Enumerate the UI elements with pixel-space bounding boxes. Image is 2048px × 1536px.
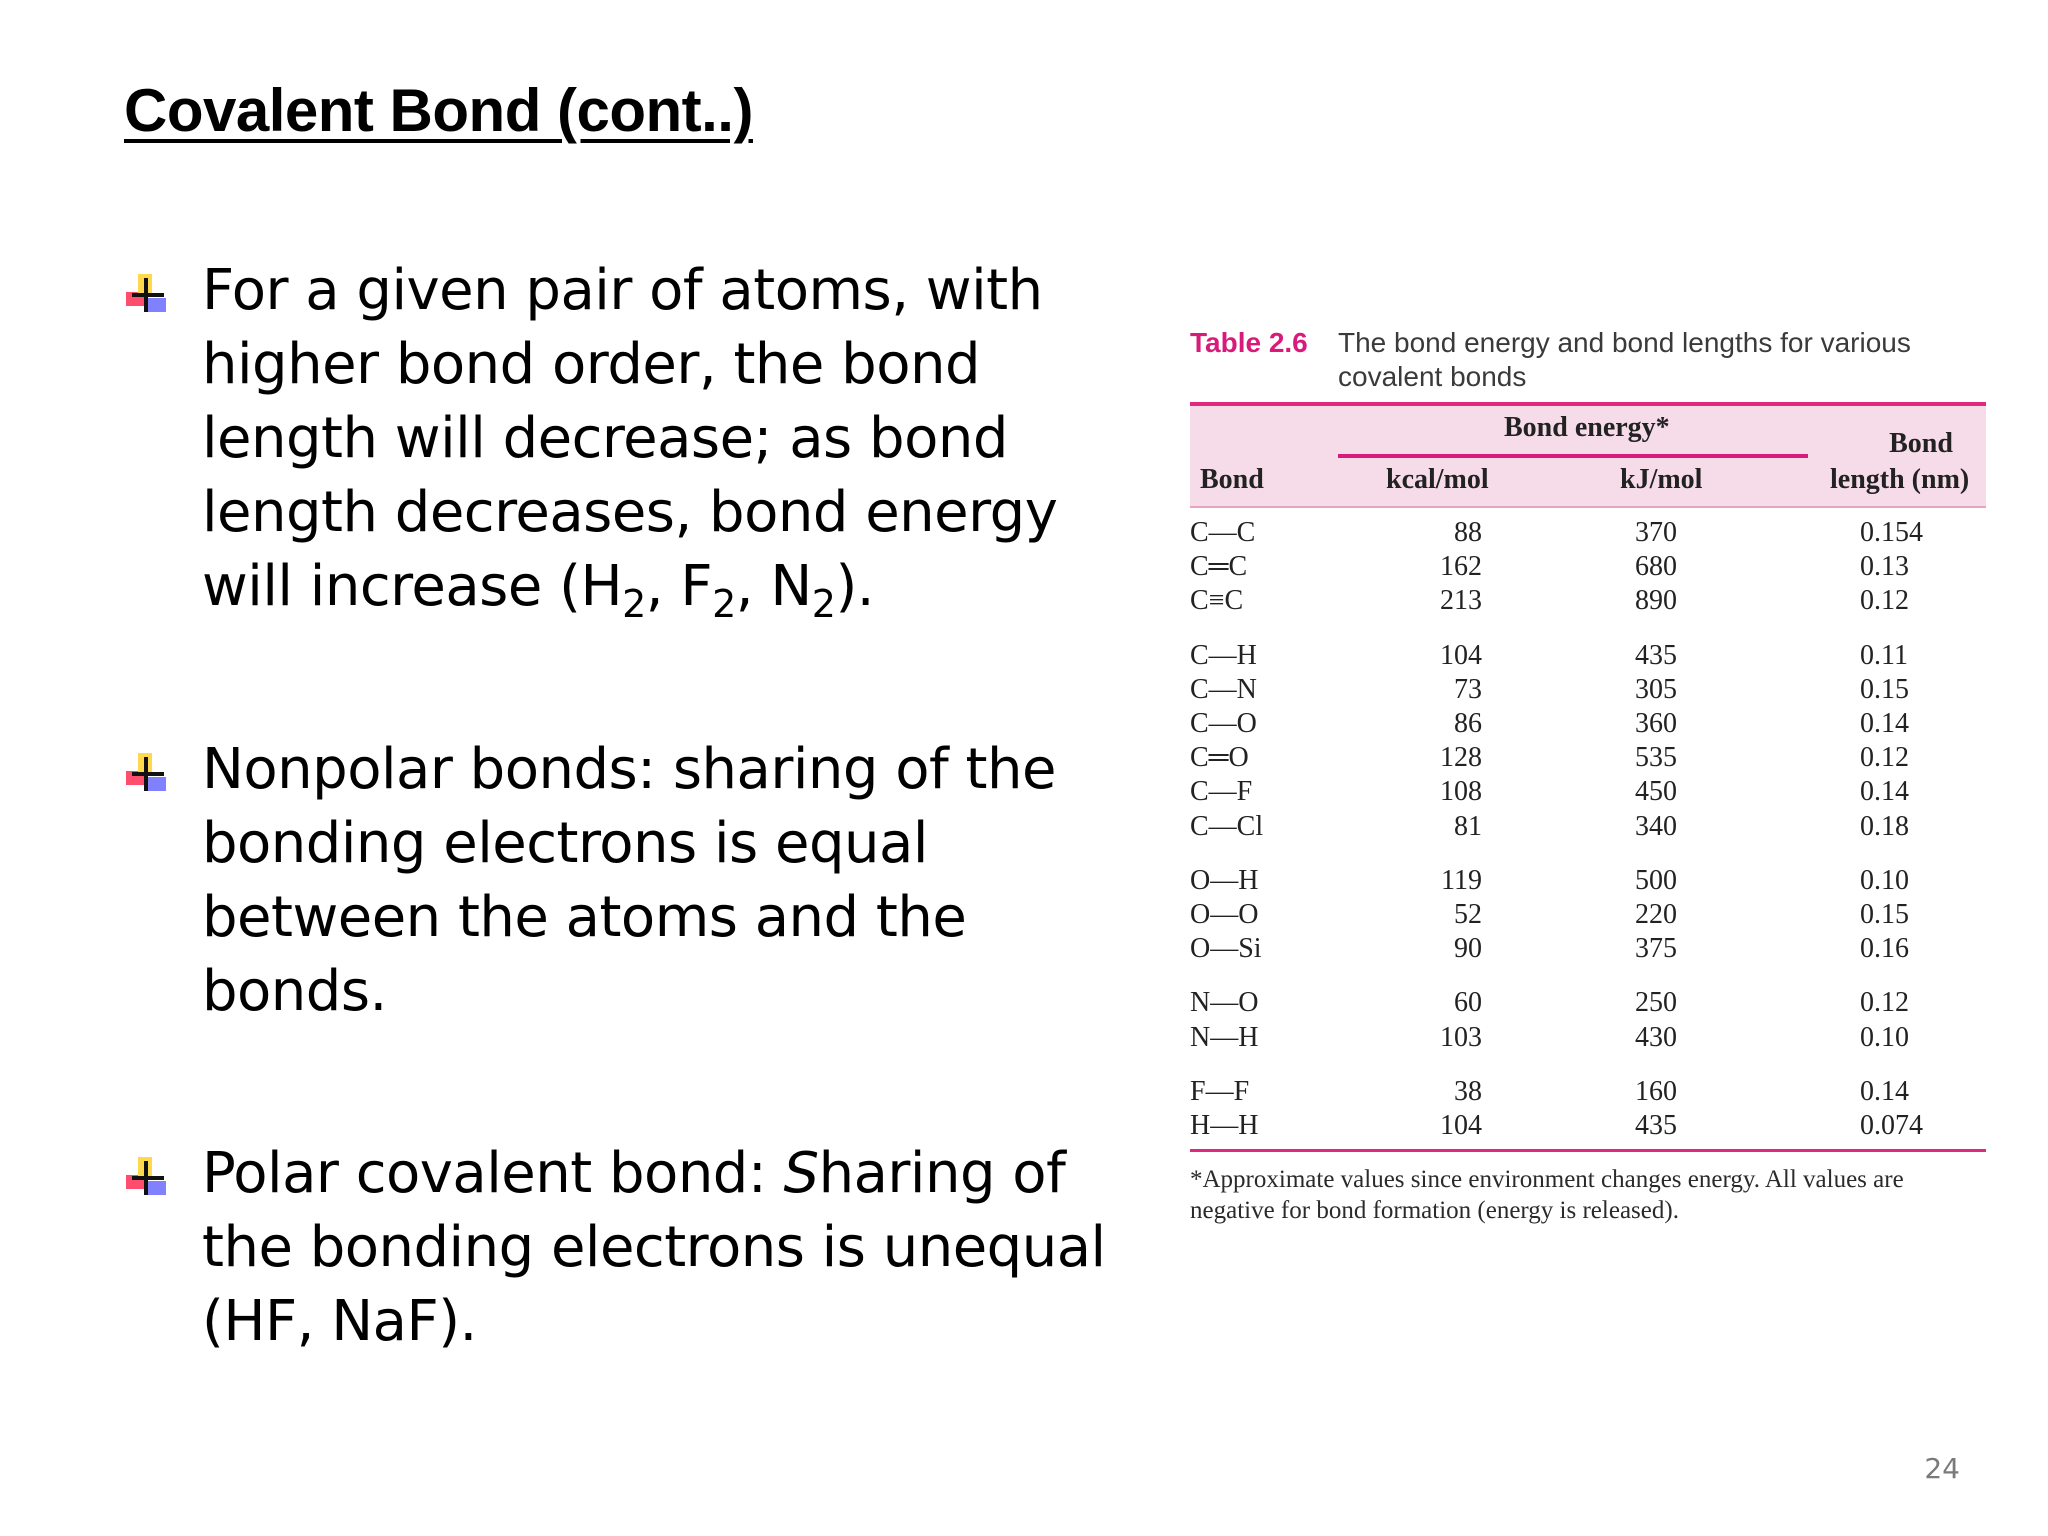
- cell-length: 0.10: [1860, 1021, 1909, 1053]
- table-row: [1190, 707, 1986, 741]
- cell-kcal: 81: [1454, 810, 1482, 842]
- bullet-line: bonds.: [202, 959, 387, 1024]
- bullet-line: bonding electrons is equal: [202, 811, 928, 876]
- cell-bond: C—N: [1190, 673, 1257, 705]
- table-row: [1190, 932, 1986, 966]
- header-bond-energy: Bond energy*: [1504, 412, 1670, 443]
- bullet-3-text: [202, 1137, 1202, 1359]
- header-length-line2: length (nm): [1830, 464, 1970, 495]
- cell-bond: C═C: [1190, 551, 1248, 583]
- text-run: , N: [735, 554, 812, 619]
- table-row: [1190, 639, 1986, 673]
- table-row: [1190, 1021, 1986, 1055]
- cell-bond: C—Cl: [1190, 810, 1264, 842]
- cell-bond: N—O: [1190, 987, 1259, 1019]
- cell-kj: 250: [1635, 987, 1677, 1019]
- text-run: haring of: [818, 1141, 1066, 1206]
- cell-length: 0.074: [1860, 1110, 1923, 1141]
- cell-bond: N—H: [1190, 1021, 1259, 1053]
- cell-kcal: 162: [1440, 551, 1482, 583]
- cell-length: 0.11: [1860, 639, 1908, 671]
- cell-kcal: 86: [1454, 708, 1482, 739]
- cell-kj: 375: [1635, 933, 1677, 965]
- cell-kj: 450: [1635, 776, 1677, 808]
- bullet-marker-icon: [124, 751, 170, 797]
- cell-kcal: 104: [1440, 1110, 1482, 1141]
- table-row: [1190, 516, 1986, 550]
- header-kj: kJ/mol: [1620, 464, 1703, 495]
- bullet-line: [202, 1137, 1202, 1211]
- page-number: 24: [1924, 1452, 1960, 1485]
- cell-bond: C—O: [1190, 708, 1257, 739]
- table-row: [1190, 584, 1986, 618]
- table-caption-text: The bond energy and bond lengths for various covalent bonds: [1338, 327, 1911, 392]
- cell-bond: C—C: [1190, 517, 1256, 548]
- bullet-marker-icon: [124, 1155, 170, 1201]
- cell-kj: 360: [1635, 708, 1677, 739]
- cell-kj: 305: [1635, 673, 1677, 705]
- cell-kcal: 128: [1440, 742, 1482, 774]
- cell-kj: 430: [1635, 1021, 1677, 1053]
- cell-length: 0.14: [1860, 1075, 1909, 1107]
- cell-kj: 535: [1635, 742, 1677, 774]
- table-footnote: [1190, 1164, 2010, 1226]
- table-row: [1190, 898, 1986, 932]
- cell-length: 0.12: [1860, 742, 1909, 774]
- bullet-line: Nonpolar bonds: sharing of the: [202, 737, 1056, 802]
- cell-length: 0.154: [1860, 517, 1923, 548]
- cell-kj: 370: [1635, 517, 1677, 548]
- table-bottom-rule: [1190, 1149, 1986, 1152]
- bullet-line: between the atoms and the: [202, 885, 967, 950]
- cell-length: 0.13: [1860, 551, 1909, 583]
- cell-kj: 340: [1635, 810, 1677, 842]
- cell-length: 0.14: [1860, 776, 1909, 808]
- cell-bond: O—O: [1190, 899, 1259, 930]
- cell-bond: H—H: [1190, 1110, 1259, 1141]
- text-run: Polar covalent bond:: [202, 1141, 784, 1206]
- cell-kj: 500: [1635, 864, 1677, 896]
- text-run: ).: [835, 554, 875, 619]
- cell-kcal: 88: [1454, 517, 1482, 548]
- cell-kj: 435: [1635, 639, 1677, 671]
- cell-length: 0.14: [1860, 708, 1909, 739]
- table-row: [1190, 673, 1986, 707]
- bullet-2-text: [202, 733, 1202, 1029]
- header-bond: Bond: [1200, 464, 1264, 495]
- bullet-line: For a given pair of atoms, with: [202, 258, 1043, 323]
- cell-kj: 890: [1635, 585, 1677, 617]
- table-row: [1190, 550, 1986, 584]
- cell-length: 0.12: [1860, 987, 1909, 1019]
- cell-kj: 680: [1635, 551, 1677, 583]
- subscript: 2: [811, 582, 836, 626]
- cell-length: 0.16: [1860, 933, 1909, 965]
- subscript: 2: [712, 582, 736, 626]
- table-row: [1190, 986, 1986, 1020]
- subscript: 2: [622, 582, 646, 626]
- table-row: [1190, 810, 1986, 844]
- text-run: will increase (H: [202, 554, 623, 619]
- cell-kcal: 90: [1454, 933, 1482, 965]
- header-length-line1: Bond: [1889, 428, 1953, 459]
- bullet-line: (HF, NaF).: [202, 1289, 477, 1354]
- italic-text: S: [783, 1141, 819, 1206]
- cell-length: 0.18: [1860, 810, 1909, 842]
- text-run: , F: [645, 554, 713, 619]
- cell-kj: 220: [1635, 899, 1677, 930]
- bullet-1-text: [202, 254, 1202, 624]
- table-row: [1190, 1109, 1986, 1143]
- cell-kcal: 38: [1454, 1075, 1482, 1107]
- bullet-line-formulas: [202, 550, 1202, 624]
- cell-length: 0.15: [1860, 899, 1909, 930]
- cell-kj: 160: [1635, 1075, 1677, 1107]
- header-energy-rule: [1338, 454, 1808, 458]
- cell-kcal: 119: [1441, 864, 1482, 896]
- bullet-marker-icon: [124, 272, 170, 318]
- header-kcal: kcal/mol: [1386, 464, 1489, 495]
- cell-bond: O—H: [1190, 864, 1259, 896]
- table-row: [1190, 775, 1986, 809]
- bond-table: [1190, 402, 1986, 1141]
- slide-title: Covalent Bond (cont..): [124, 77, 753, 144]
- bullet-line: the bonding electrons is unequal: [202, 1215, 1106, 1280]
- cell-kcal: 104: [1440, 639, 1482, 671]
- table-row: [1190, 1075, 1986, 1109]
- cell-kj: 435: [1635, 1110, 1677, 1141]
- table-caption-number: Table 2.6: [1190, 327, 1308, 358]
- cell-kcal: 213: [1440, 585, 1482, 617]
- cell-kcal: 52: [1454, 899, 1482, 930]
- table-row: [1190, 741, 1986, 775]
- cell-bond: C—H: [1190, 639, 1257, 671]
- footnote-line: negative for bond formation (energy is released).: [1190, 1197, 1679, 1224]
- cell-kcal: 60: [1454, 987, 1482, 1019]
- cell-kcal: 108: [1440, 776, 1482, 808]
- cell-kcal: 73: [1454, 673, 1482, 705]
- cell-bond: O—Si: [1190, 933, 1262, 965]
- footnote-line: *Approximate values since environment changes energy. All values are: [1190, 1166, 1904, 1193]
- bullet-line: higher bond order, the bond: [202, 332, 980, 397]
- bullet-line: length will decrease; as bond: [202, 406, 1008, 471]
- cell-length: 0.15: [1860, 673, 1909, 705]
- bullet-line: length decreases, bond energy: [202, 480, 1058, 545]
- cell-bond: C═O: [1190, 742, 1249, 774]
- cell-length: 0.12: [1860, 585, 1909, 617]
- table-row: [1190, 864, 1986, 898]
- table-header: [1190, 402, 1986, 508]
- cell-kcal: 103: [1440, 1021, 1482, 1053]
- cell-bond: C≡C: [1190, 585, 1244, 617]
- cell-bond: C—F: [1190, 776, 1253, 808]
- cell-bond: F—F: [1190, 1075, 1250, 1107]
- cell-length: 0.10: [1860, 864, 1909, 896]
